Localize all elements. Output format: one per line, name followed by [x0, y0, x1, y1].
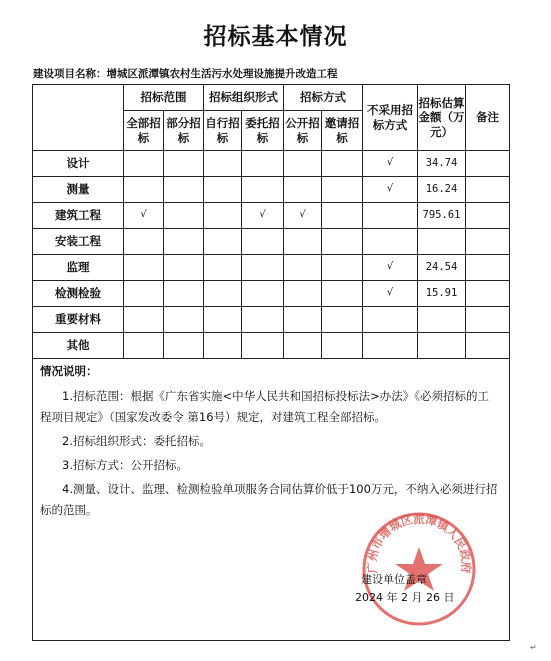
cell-remark [466, 307, 510, 333]
row-label: 监理 [33, 255, 124, 281]
cell-amount [418, 333, 466, 359]
cell-amount: 16.24 [418, 177, 466, 203]
table-row [33, 203, 510, 229]
cell-open [284, 255, 322, 281]
bidding-table [32, 84, 510, 641]
row-label: 测量 [33, 177, 124, 203]
cell-entrust [242, 281, 284, 307]
cell-remark [466, 255, 510, 281]
cell-full [124, 229, 164, 255]
cell-self [204, 229, 242, 255]
corner-cell [33, 85, 124, 151]
cell-entrust [242, 151, 284, 177]
cell-partial [164, 281, 204, 307]
table-row [33, 281, 510, 307]
cell-remark [466, 229, 510, 255]
header-method: 招标方式 [284, 85, 363, 111]
project-name: 增城区派潭镇农村生活污水处理设施提升改造工程 [106, 68, 338, 80]
table-row [33, 151, 510, 177]
project-label: 建设项目名称： [33, 68, 107, 80]
official-seal [359, 509, 479, 629]
row-label: 设计 [33, 151, 124, 177]
cell-entrust [242, 177, 284, 203]
cell-remark [466, 177, 510, 203]
cell-remark [466, 333, 510, 359]
cell-entrust [242, 255, 284, 281]
cell-no-bid [363, 333, 418, 359]
cell-full [124, 177, 164, 203]
header-full: 全部招标 [124, 111, 164, 151]
cell-open [284, 229, 322, 255]
cell-partial [164, 203, 204, 229]
signature-label: 建设单位盖章 [361, 573, 427, 586]
row-label: 其他 [33, 333, 124, 359]
cell-amount: 15.91 [418, 281, 466, 307]
notes-heading: 情况说明： [40, 364, 98, 378]
cell-amount: 24.54 [418, 255, 466, 281]
cell-invite [322, 281, 363, 307]
document-title: 招标基本情况 [203, 23, 348, 50]
row-label: 安装工程 [33, 229, 124, 255]
cell-remark [466, 151, 510, 177]
cell-partial [164, 151, 204, 177]
table-row [33, 177, 510, 203]
cell-invite [322, 177, 363, 203]
cell-no-bid [363, 229, 418, 255]
note-item: 4.测量、设计、监理、检测检验单项服务合同估算价低于100万元，不纳入必须进行招标的范围。 [40, 482, 498, 517]
header-scope: 招标范围 [124, 85, 204, 111]
cell-open [284, 151, 322, 177]
cell-self [204, 177, 242, 203]
cell-self [204, 203, 242, 229]
cell-full [124, 281, 164, 307]
note-item: 3.招标方式：公开招标。 [62, 458, 188, 472]
cell-self [204, 281, 242, 307]
cell-entrust: √ [242, 203, 284, 229]
seal-text: 广州市增城区派潭镇人民政府 [364, 511, 474, 574]
header-entrust: 委托招标 [242, 111, 284, 151]
cell-invite [322, 307, 363, 333]
cell-full: √ [124, 203, 164, 229]
header-no-bid: 不采用招标方式 [363, 85, 418, 151]
cell-open [284, 307, 322, 333]
cell-partial [164, 229, 204, 255]
cell-no-bid: √ [363, 177, 418, 203]
signature-date: 2024 年 2 月 26 日 [355, 591, 455, 604]
row-label: 重要材料 [33, 307, 124, 333]
cell-full [124, 333, 164, 359]
cell-entrust [242, 333, 284, 359]
cell-no-bid: √ [363, 151, 418, 177]
paragraph-mark-icon: ↵ [530, 643, 537, 652]
cell-no-bid [363, 307, 418, 333]
cell-self [204, 255, 242, 281]
cell-invite [322, 203, 363, 229]
cell-partial [164, 177, 204, 203]
cell-self [204, 151, 242, 177]
header-remark: 备注 [466, 85, 510, 151]
cell-no-bid: √ [363, 281, 418, 307]
cell-open [284, 281, 322, 307]
row-label: 建筑工程 [33, 203, 124, 229]
notes-section [33, 359, 510, 641]
note-item: 2.招标组织形式：委托招标。 [62, 434, 211, 448]
header-org-form: 招标组织形式 [204, 85, 284, 111]
header-open: 公开招标 [284, 111, 322, 151]
table-row [33, 307, 510, 333]
cell-entrust [242, 307, 284, 333]
cell-partial [164, 333, 204, 359]
cell-invite [322, 151, 363, 177]
header-partial: 部分招标 [164, 111, 204, 151]
header-invite: 邀请招标 [322, 111, 363, 151]
table-row [33, 229, 510, 255]
cell-no-bid: √ [363, 255, 418, 281]
cell-full [124, 151, 164, 177]
cell-full [124, 307, 164, 333]
cell-self [204, 333, 242, 359]
cell-amount: 34.74 [418, 151, 466, 177]
header-self: 自行招标 [204, 111, 242, 151]
cell-amount [418, 229, 466, 255]
cell-open: √ [284, 203, 322, 229]
cell-amount [418, 307, 466, 333]
cell-partial [164, 255, 204, 281]
row-label: 检测检验 [33, 281, 124, 307]
project-name-line [33, 66, 338, 81]
cell-full [124, 255, 164, 281]
cell-invite [322, 255, 363, 281]
cell-invite [322, 333, 363, 359]
cell-partial [164, 307, 204, 333]
cell-open [284, 333, 322, 359]
cell-no-bid [363, 203, 418, 229]
cell-entrust [242, 229, 284, 255]
table-row [33, 333, 510, 359]
cell-open [284, 177, 322, 203]
cell-self [204, 307, 242, 333]
note-item: 1.招标范围：根据《广东省实施<中华人民共和国招标投标法>办法》《必须招标的工程项目规定》（国家发改委令 第16号）规定，对建筑工程全部招标。 [40, 389, 489, 424]
cell-remark [466, 203, 510, 229]
cell-remark [466, 281, 510, 307]
cell-amount: 795.61 [418, 203, 466, 229]
header-estimate: 招标估算金额（万元） [418, 85, 466, 151]
table-row [33, 255, 510, 281]
cell-invite [322, 229, 363, 255]
